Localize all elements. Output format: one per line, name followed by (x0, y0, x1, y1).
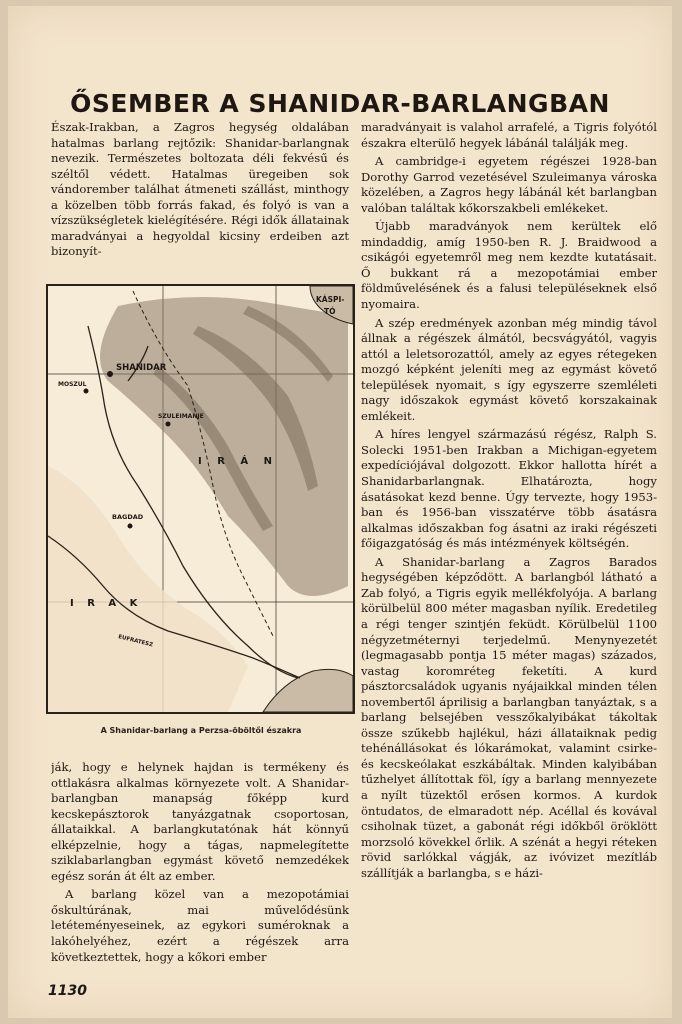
map-label-irak: I R A K (70, 598, 143, 609)
paragraph: A barlang közel van a mezopotámiai őskultúrának, mai művelődésünk letéteményeseinek, az egykori suméroknak a lakóhelyéhez, ezért a régészek arra következtettek, hogy a kőkori ember (51, 887, 349, 964)
paragraph: Észak-Irakban, a Zagros hegység oldalában hatalmas barlang rejtőzik: Shanidar-barlangnak nevezik. Természetes boltozata déli fekvésű és széltől védett. Hatalmas üregeiben sok vándorember találhat átmeneti szállást, minthogy a közelben több forrás fakad, és folyó is van a vízszükségletek kielégítésére. Régi idők állatainak maradványai a hegyoldal kicsiny erdeiben azt bizonyít- (51, 120, 349, 259)
map-label-szulejmanije: SZULEIMANJE (158, 413, 204, 420)
map-label-to: TÓ (324, 307, 336, 316)
map-label-moszul: MOSZUL (58, 381, 87, 388)
persian-gulf (263, 669, 353, 712)
article-column-right (361, 120, 657, 990)
bagdad-marker (128, 524, 133, 529)
paragraph: Újabb maradványok nem kerültek elő mindaddig, amíg 1950-ben R. J. Braidwood a csikágói egyetemről meg nem kezdte kutatásait. Ő bukkant rá a mezopotámiai ember földművelésének és a falusi településeknek első nyomaira. (361, 219, 657, 312)
article-column-left-top (51, 120, 349, 280)
map-label-shanidar: SHANIDAR (116, 363, 167, 373)
paragraph: A híres lengyel származású régész, Ralph S. Solecki 1951-ben Irakban a Michigan-egyetem expedíciójával dolgozott. Ekkor hallotta hírét a Shanidarbarlangnak. Elhatározta, hogy ásatásokat kezd benne. Úgy tervezte, hogy 1953-ban és 1956-ban visszatérve több ásatásra alkalmas időszakban fog ásatni az iraki régészeti főigazgatóság és más intézmények költségén. (361, 427, 657, 551)
map-label-bagdad: BAGDAD (112, 513, 144, 521)
paragraph: A Shanidar-barlang a Zagros Barados hegységében képződött. A barlangból látható a Zab folyó, a Tigris egyik mellékfolyója. A barlang körülbelül 800 méter magasban nyílik. Eredetileg a régi tenger szintjén feküdt. Körülbelül 1100 négyzetméternyi terjedelmű. Menynyezetét (legmagasabb pontja 15 méter magas) százados, vastag koromréteg feketíti. A kurd pásztorcsaládok ugyanis nyájaikkal minden télen novembertől áprilisig a barlangban tanyáztak, s a barlang belsejében vesszőkalyibákat tákoltak össze szűkebb hajlékul, házi állataiknak pedig tehénállásokat és lókarámokat, valamint csirke- és kecskeólakat eszkábáltak. Minden kalyibában tűzhelyet állítottak föl, így a barlang mennyezete a nyílt tüzektől erősen kormos. A kurdok öntudatos, de elmaradott nép. Acéllal és kovával csiholnak tüzet, a gabonát régi időkből öröklött morzsoló kövekkel őrlik. A szénát a hegyi réteken rövid sarlókkal vágják, az ivóvizet mezítláb szállítják a barlangba, s e házi- (361, 554, 657, 880)
paragraph: A szép eredmények azonban még mindig távol állnak a régészek álmától, becsvágyától, vagyis attól a leletsorozattól, amely az egyes rétegeken mozgó képként jeleníti meg az egymást követő települések nyomait, s így egyszerre szemléleti nagy időszakok egymást követő korszakainak emlékeit. (361, 315, 657, 423)
paragraph: maradványait is valahol arrafelé, a Tigris folyótól északra elterülő hegyek lábánál találják meg. (361, 120, 657, 150)
magazine-page (8, 6, 672, 1018)
shanidar-marker (107, 371, 113, 377)
article-title: ŐSEMBER A SHANIDAR-BARLANGBAN (70, 88, 610, 118)
page-number: 1130 (48, 983, 87, 999)
map-label-kaspi: KÁSPI- (316, 295, 345, 304)
paragraph: A cambridge-i egyetem régészei 1928-ban Dorothy Garrod vezetésével Szuleimanya városka közelében, a Zagros hegy lábánál két barlangban valóban találtak kőkorszakbeli emlékeket. (361, 154, 657, 215)
szulejmanije-marker (166, 422, 171, 427)
paragraph: ják, hogy e helynek hajdan is termékeny és ottlakásra alkalmas környezete volt. A Shanidar-barlangban manapság főképp kurd kecskepásztorok tanyázgatnak csoportosan, állataikkal. A barlangkutatónak hát könnyű elképzelnie, hogy a tágas, napmelegítette sziklabarlangban egymást követő nemzedékek egész során át élt az ember. (51, 760, 349, 883)
moszul-marker (84, 389, 89, 394)
map-label-eufratesz: EUFRATESZ (117, 634, 154, 649)
article-column-left-bottom (51, 760, 349, 975)
map-illustration (48, 286, 353, 712)
map-label-iran: I R Á N (198, 456, 278, 467)
map-caption: A Shanidar-barlang a Perzsa-öböltől északra (100, 726, 302, 735)
map-figure (46, 284, 355, 714)
